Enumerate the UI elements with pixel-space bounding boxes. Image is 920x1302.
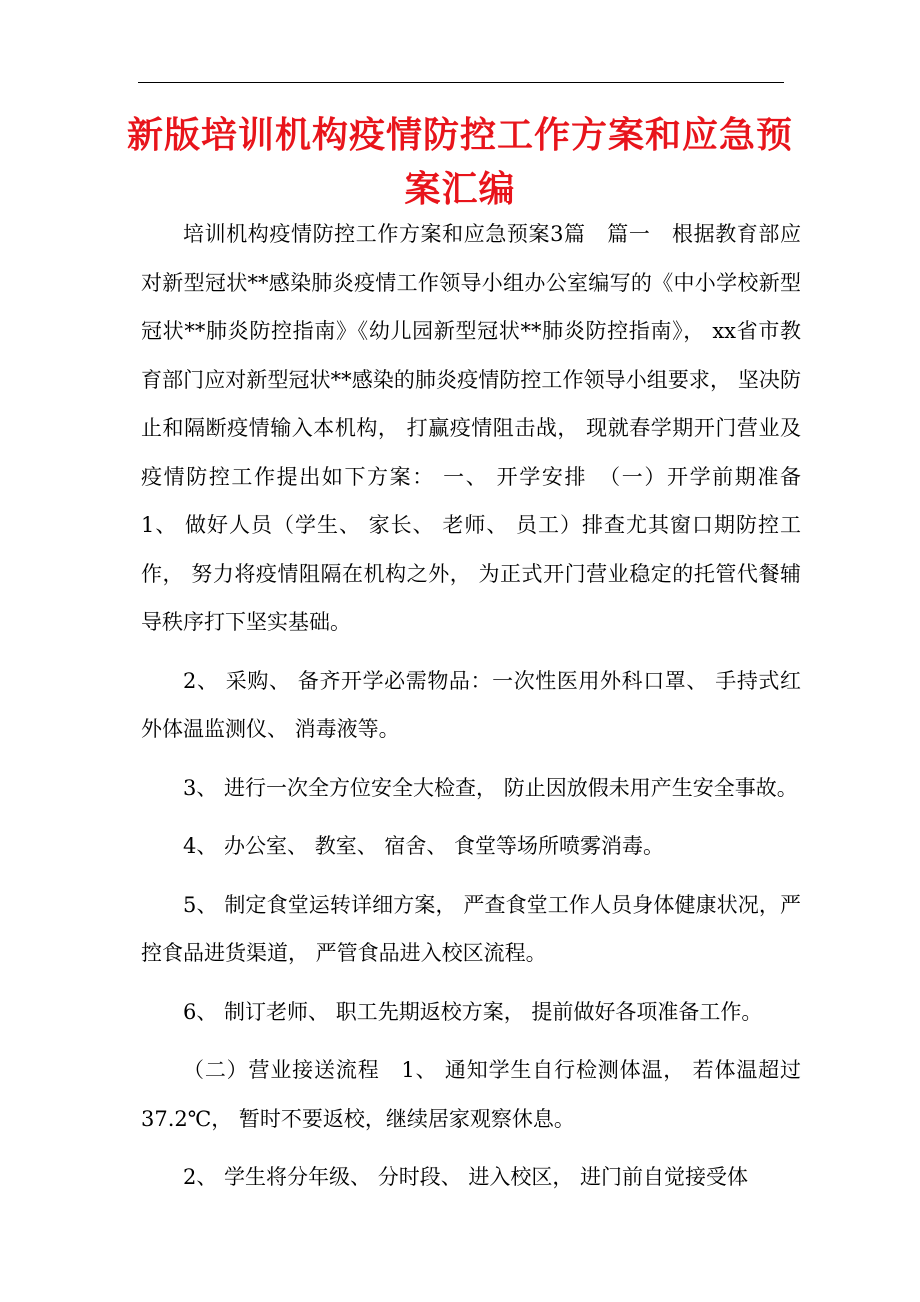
paragraph-item-5: 5、 制定食堂运转详细方案， 严查食堂工作人员身体健康状况，严控食品进货渠道， 严管食品进入校区流程。 <box>141 892 801 965</box>
paragraph-item-2: 2、 采购、 备齐开学必需物品：一次性医用外科口罩、 手持式红外体温监测仪、 消毒液等。 <box>141 668 801 741</box>
paragraph-section-2-item-2: 2、 学生将分年级、 分时段、 进入校区， 进门前自觉接受体 <box>183 1165 749 1189</box>
paragraph-item-6: 6、 制订老师、 职工先期返校方案， 提前做好各项准备工作。 <box>183 999 763 1024</box>
paragraph-intro: 培训机构疫情防控工作方案和应急预案3篇 篇一 根据教育部应对新型冠状**感染肺炎疫情工作领导小组办公室编写的《中小学校新型冠状**肺炎防控指南》《幼儿园新型冠状**肺炎防控指南》， xx省市教育部门应对新型冠状**感染的肺炎疫情防控工作领导小组要求， 坚决防止和隔断疫情输入本机构， 打赢疫情阻击战， 现就春学期开门营业及疫情防控工作提出如下方案： 一、 开学安排 （一）开学前期准备 1、 做好人员（学生、 家长、 老师、 员工）排查尤其窗口期防控工作， 努力将疫情阻隔在机构之外， 为正式开门营业稳定的托管代餐辅导秩序打下坚实基础。 <box>141 222 822 634</box>
document-title: 新版培训机构疫情防控工作方案和应急预案汇编 <box>126 114 793 210</box>
header-rule <box>138 82 784 83</box>
document-body <box>141 210 822 1202</box>
paragraph-item-4: 4、 办公室、 教室、 宿舍、 食堂等场所喷雾消毒。 <box>183 834 665 858</box>
paragraph-section-2: （二）营业接送流程 1、 通知学生自行检测体温， 若体温超过 37.2℃， 暂时不要返校，继续居家观察休息。 <box>141 1058 801 1131</box>
paragraph-item-3: 3、 进行一次全方位安全大检查， 防止因放假未用产生安全事故。 <box>183 775 798 800</box>
